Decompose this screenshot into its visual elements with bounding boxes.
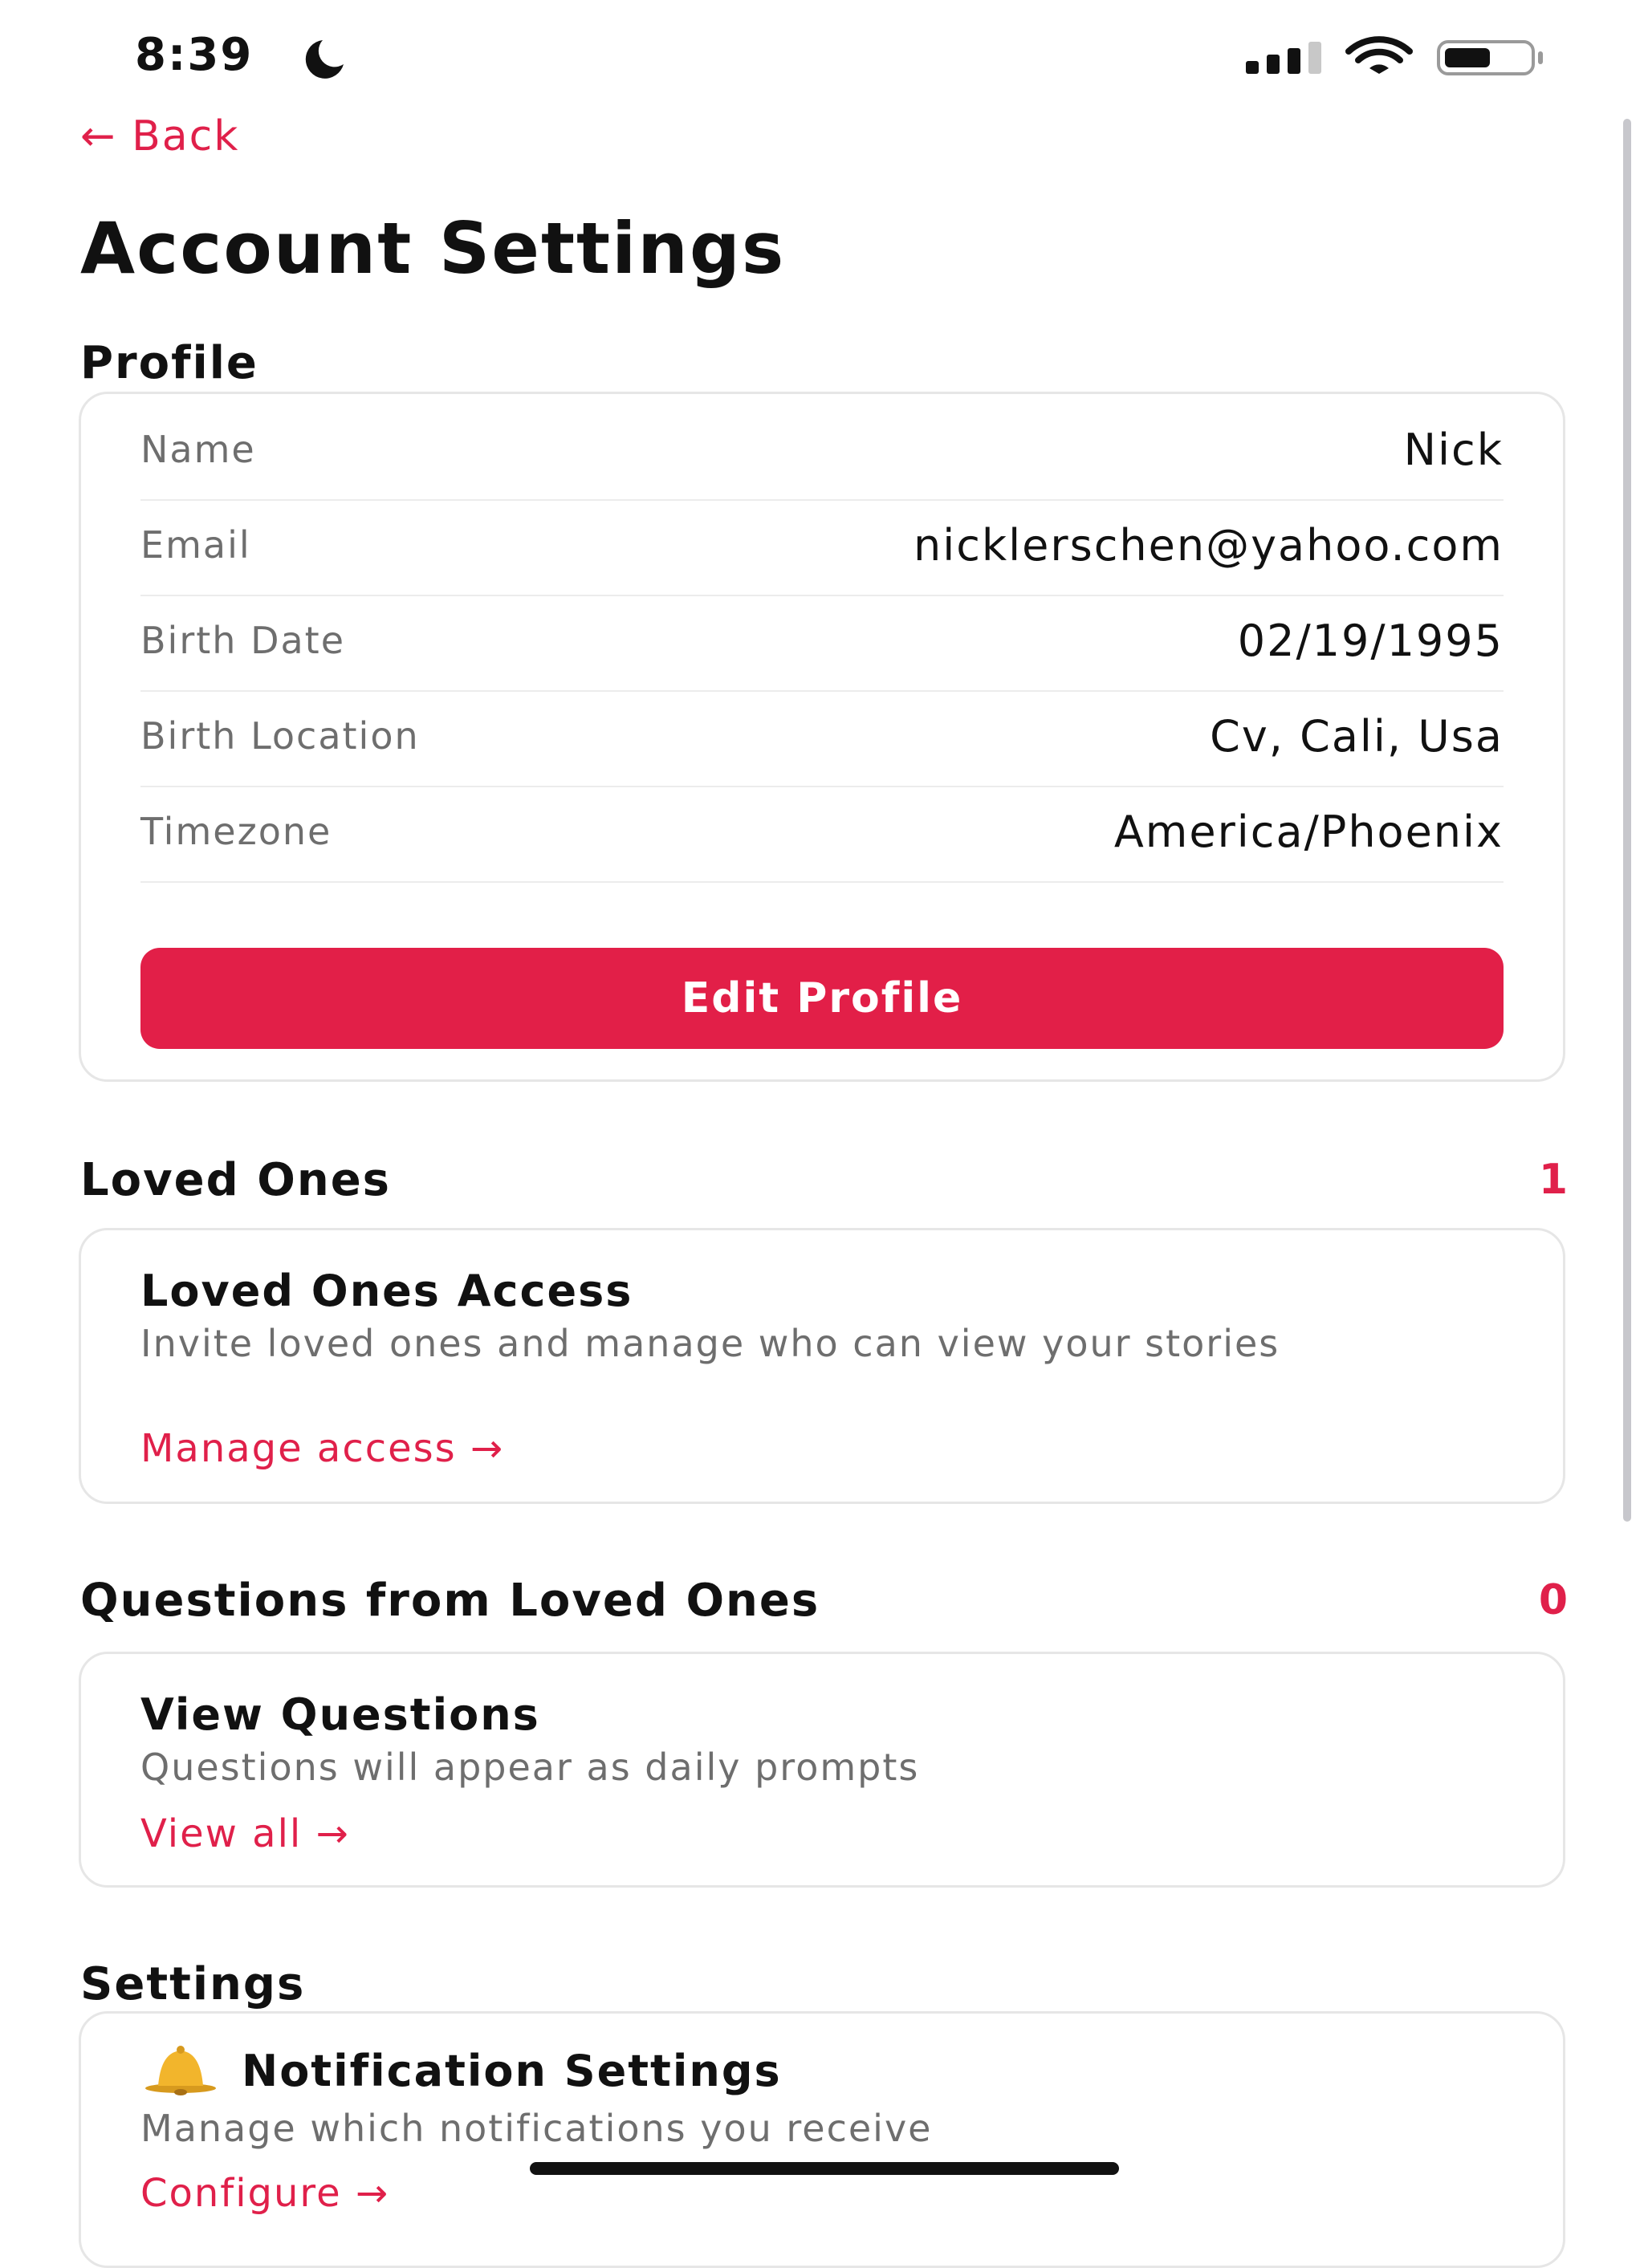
row-label: Name (140, 428, 256, 471)
profile-row-birth-date (140, 595, 1504, 692)
configure-link[interactable]: Configure → (140, 2171, 390, 2216)
home-indicator (530, 2162, 1119, 2175)
battery-icon (1437, 39, 1544, 77)
notification-settings-title: Notification Settings (242, 2046, 782, 2096)
page-title: Account Settings (80, 207, 786, 290)
row-label: Email (140, 523, 251, 567)
view-questions-title: View Questions (140, 1689, 540, 1740)
view-all-link[interactable]: View all → (140, 1811, 350, 1856)
scrollbar[interactable] (1623, 119, 1631, 1522)
moon-icon (299, 37, 347, 79)
row-value: Cv, Cali, Usa (1210, 711, 1504, 762)
row-value: 02/19/1995 (1237, 616, 1504, 666)
row-value: America/Phoenix (1113, 807, 1504, 857)
questions-count-badge: 0 (1538, 1576, 1568, 1624)
row-value: Nick (1403, 425, 1504, 475)
back-link[interactable]: ← Back (80, 112, 240, 161)
profile-card (79, 392, 1565, 1082)
questions-section-title: Questions from Loved Ones (80, 1575, 820, 1627)
loved-ones-access-description: Invite loved ones and manage who can view your stories (140, 1322, 1280, 1365)
profile-section-title: Profile (80, 337, 258, 389)
profile-row-birth-location (140, 690, 1504, 787)
loved-ones-count-badge: 1 (1538, 1156, 1568, 1204)
bell-icon (140, 2044, 221, 2095)
cellular-signal-icon (1246, 42, 1325, 74)
row-value: nicklerschen@yahoo.com (913, 520, 1504, 571)
profile-row-name (140, 404, 1504, 501)
notification-settings-description: Manage which notifications you receive (140, 2107, 933, 2150)
loved-ones-section-title: Loved Ones (80, 1154, 392, 1206)
edit-profile-button[interactable]: Edit Profile (140, 948, 1504, 1049)
view-questions-description: Questions will appear as daily prompts (140, 1746, 920, 1789)
row-label: Birth Location (140, 714, 420, 758)
loved-ones-access-title: Loved Ones Access (140, 1266, 633, 1316)
profile-row-timezone (140, 786, 1504, 883)
notification-settings-card[interactable] (79, 2011, 1565, 2268)
row-label: Birth Date (140, 619, 346, 662)
status-time: 8:39 (135, 29, 254, 81)
row-label: Timezone (140, 810, 332, 853)
profile-row-email (140, 499, 1504, 596)
wifi-icon (1345, 39, 1413, 74)
loved-ones-access-card[interactable] (79, 1228, 1565, 1504)
view-questions-card[interactable] (79, 1652, 1565, 1888)
settings-section-title: Settings (80, 1958, 306, 2010)
manage-access-link[interactable]: Manage access → (140, 1426, 505, 1471)
